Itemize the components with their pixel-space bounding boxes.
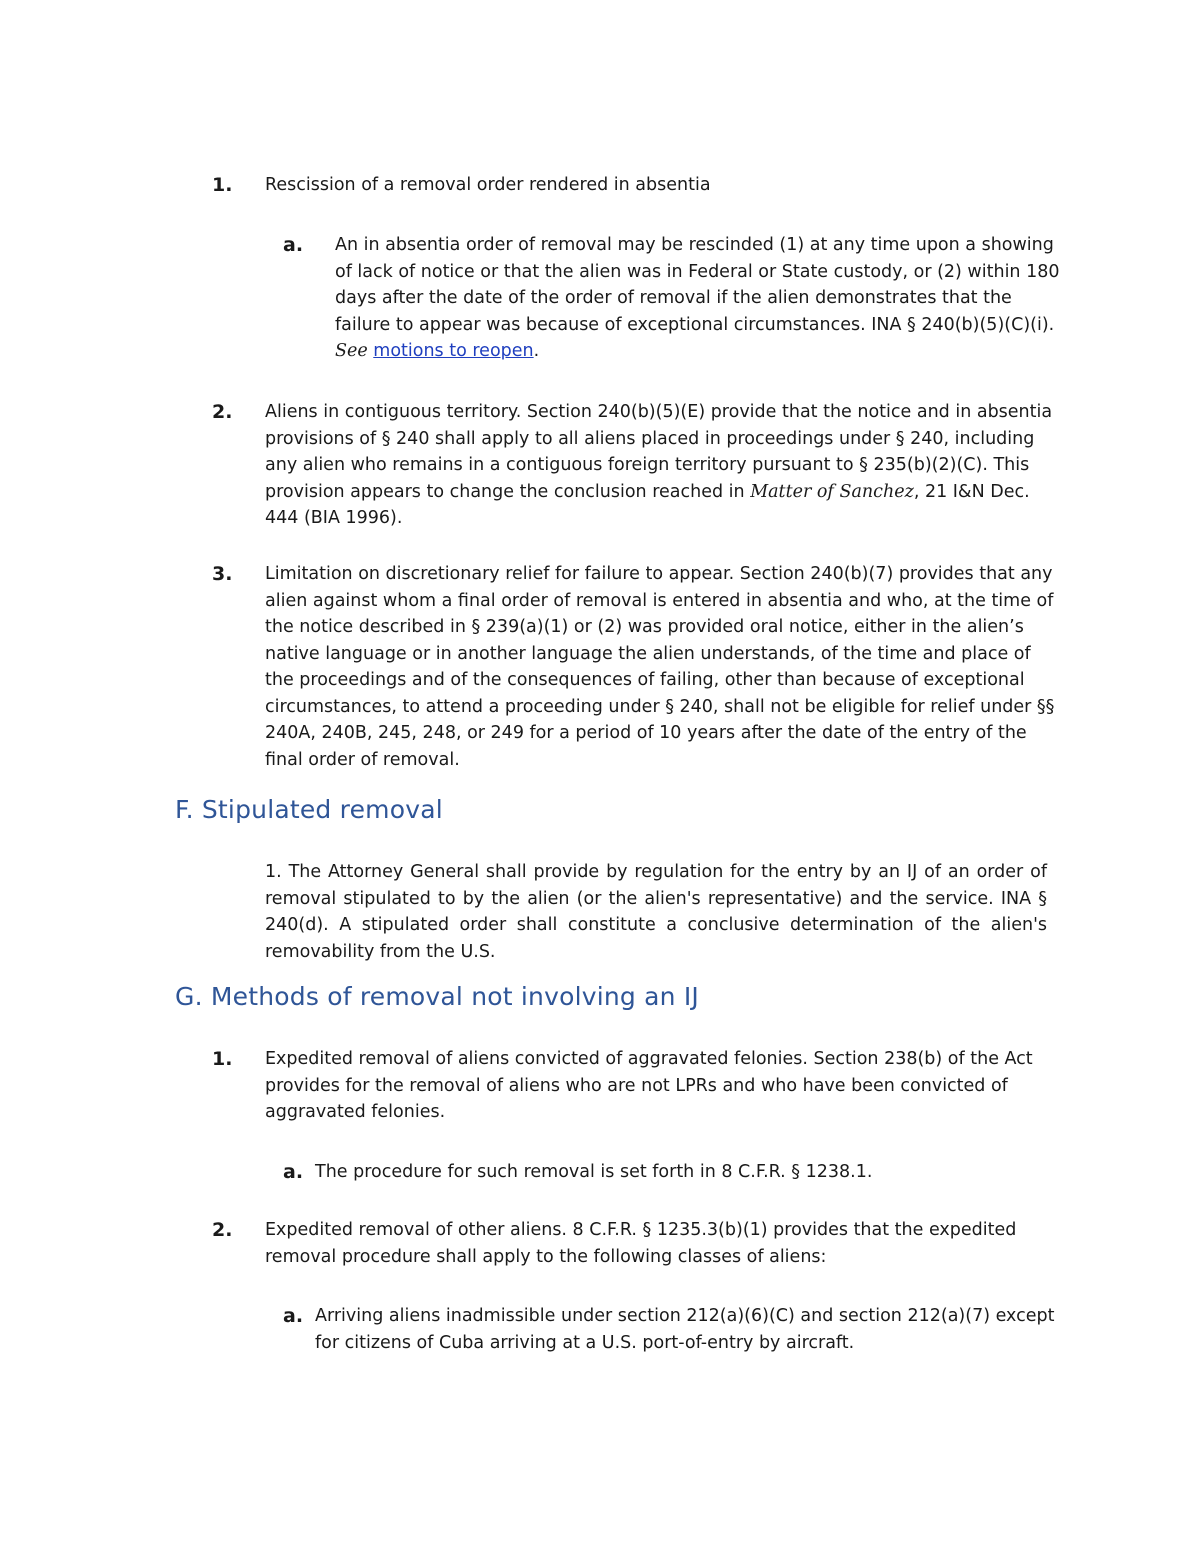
link-period: . xyxy=(533,341,540,361)
motions-to-reopen-link[interactable]: motions to reopen xyxy=(373,341,534,361)
stipulated-removal-text: 1. The Attorney General shall provide by regulation for the entry by an IJ of an order of removal stipulated to by the alien (or the alien's representative) and the service. INA § 240(d). A stipulated order shall constitute a conclusive determination of the alien's removability from the U.S. xyxy=(265,862,1047,962)
paragraph xyxy=(265,859,1047,965)
list-number: 1. xyxy=(212,174,233,196)
item-text-before: Aliens in contiguous territory. Section 240(b)(5)(E) provide that the notice and in absentia provisions of § 240 shall apply to all aliens placed in proceedings under § 240, including any alien who remains in a contiguous foreign territory pursuant to § 235(b)(2)(C). This provision appears to change the conclusion reached in xyxy=(265,402,1053,502)
list-item-text: Expedited removal of aliens convicted of aggravated felonies. Section 238(b) of the Act provides for the removal of aliens who are not LPRs and who have been convicted of aggravated felonies. xyxy=(265,1049,1033,1122)
list-number: 1. xyxy=(212,1048,233,1070)
list-item-text xyxy=(265,399,1060,532)
sub-list-letter: a. xyxy=(283,234,304,256)
section-heading-f: F. Stipulated removal xyxy=(175,795,443,824)
sub-list-item-text xyxy=(335,232,1060,365)
list-number: 2. xyxy=(212,401,233,423)
section-heading-g: G. Methods of removal not involving an IJ xyxy=(175,982,699,1011)
sub-list-item-text: Arriving aliens inadmissible under section 212(a)(6)(C) and section 212(a)(7) except for citizens of Cuba arriving at a U.S. port-of-entry by aircraft. xyxy=(315,1306,1055,1353)
case-name: Matter of Sanchez xyxy=(750,481,914,502)
list-item-text: Rescission of a removal order rendered in absentia xyxy=(265,175,711,195)
list-number: 2. xyxy=(212,1219,233,1241)
list-item-text: Expedited removal of other aliens. 8 C.F.R. § 1235.3(b)(1) provides that the expedited removal procedure shall apply to the following classes of aliens: xyxy=(265,1220,1017,1267)
list-number: 3. xyxy=(212,563,233,585)
sub-list-item-text: The procedure for such removal is set forth in 8 C.F.R. § 1238.1. xyxy=(315,1162,873,1182)
list-item-text: Limitation on discretionary relief for failure to appear. Section 240(b)(7) provides that any alien against whom a final order of removal is entered in absentia and who, at the time of the notice described in § 239(a)(1) or (2) was provided oral notice, either in the alien’s native language or in another language the alien understands, of the time and place of the proceedings and of the consequences of failing, other than because of exceptional circumstances, to attend a proceeding under § 240, shall not be eligible for relief under §§ 240A, 240B, 245, 248, or 249 for a period of 10 years after the date of the entry of the final order of removal. xyxy=(265,564,1055,770)
item-text-after: , 21 I&N Dec. 444 (BIA 1996). xyxy=(265,481,1030,528)
see-signal: See xyxy=(335,341,368,361)
sub-list-letter: a. xyxy=(283,1161,304,1183)
sub-list-letter: a. xyxy=(283,1305,304,1327)
sub-item-body: An in absentia order of removal may be rescinded (1) at any time upon a showing of lack of notice or that the alien was in Federal or State custody, or (2) within 180 days after the date of the order of removal if the alien demonstrates that the failure to appear was because of exceptional circumstances. INA § 240(b)(5)(C)(i). xyxy=(335,235,1060,335)
